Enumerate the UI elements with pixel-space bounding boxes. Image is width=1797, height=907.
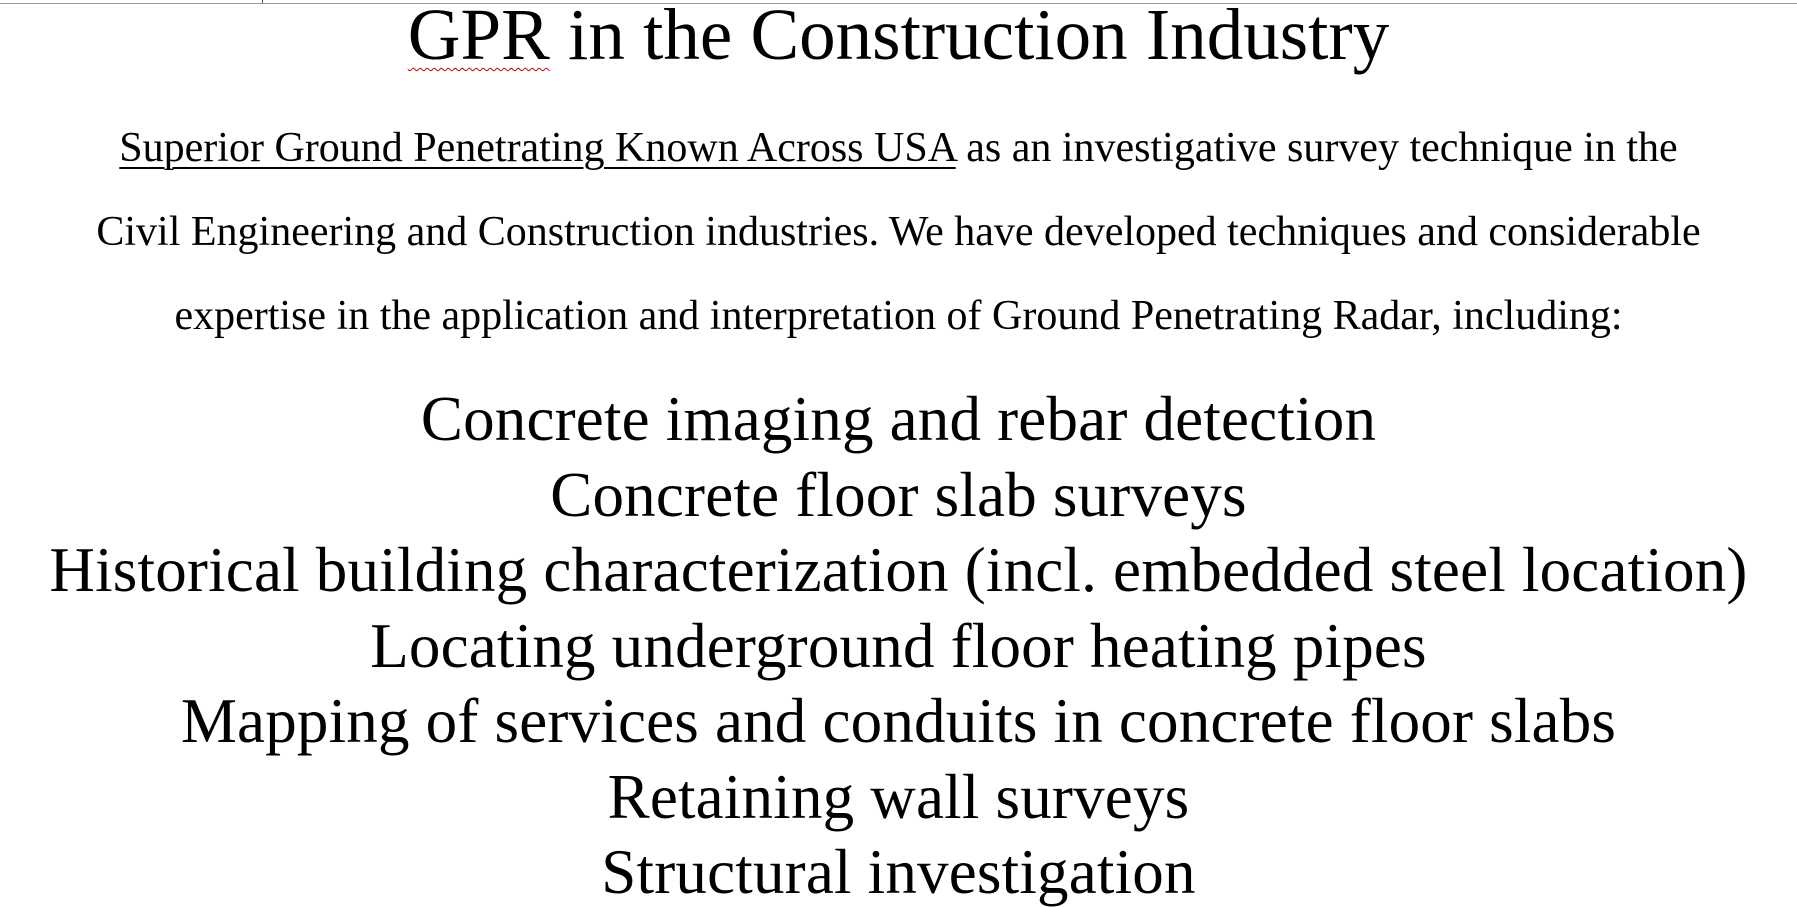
services-list: [0, 382, 1797, 907]
service-item-floor-heating-pipes: Locating underground floor heating pipes: [370, 610, 1427, 681]
service-item-historical-building: Historical building characterization (incl. embedded steel location): [49, 535, 1748, 605]
service-item-structural-investigation: Structural investigation: [601, 837, 1196, 907]
title-acronym: GPR: [407, 0, 550, 75]
intro-line-1-text: as an investigative survey technique in the: [955, 125, 1678, 171]
intro-link[interactable]: Superior Ground Penetrating Known Across USA: [119, 125, 956, 171]
intro-line-1: [0, 106, 1797, 190]
intro-paragraph: [0, 106, 1797, 358]
service-item-retaining-wall: Retaining wall surveys: [607, 761, 1190, 832]
title-text: in the Construction Industry: [549, 0, 1390, 75]
intro-line-3: expertise in the application and interpretation of Ground Penetrating Radar, including:: [174, 293, 1623, 339]
intro-line-2: Civil Engineering and Construction industries. We have developed techniques and considerable: [96, 209, 1701, 255]
page-title: [0, 0, 1797, 76]
service-item-concrete-imaging: Concrete imaging and rebar detection: [420, 384, 1377, 454]
service-item-services-mapping: Mapping of services and conduits in concrete floor slabs: [180, 686, 1617, 756]
service-item-floor-slab-surveys: Concrete floor slab surveys: [550, 459, 1247, 530]
